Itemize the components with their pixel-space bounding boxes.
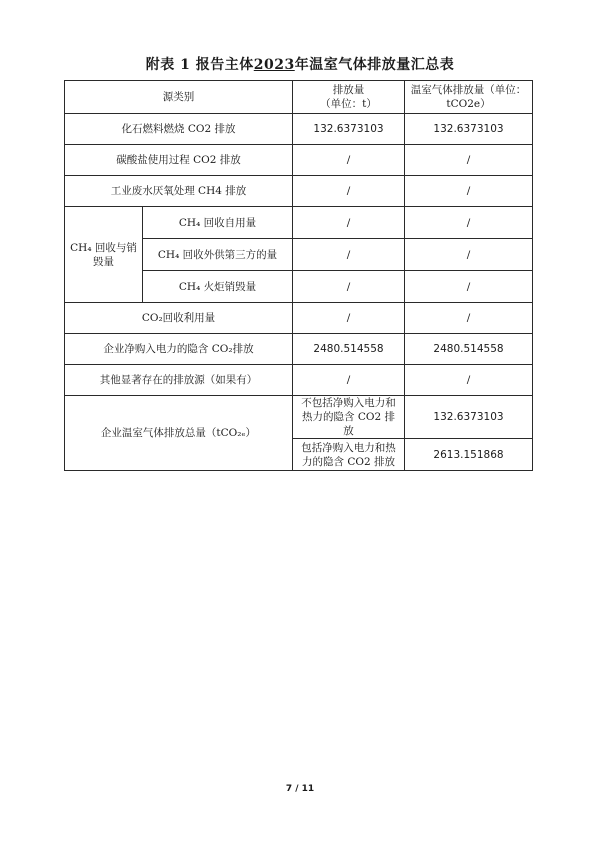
row-value-tco2e: / <box>405 365 533 396</box>
table-row <box>65 303 533 334</box>
row-value-tco2e: / <box>405 176 533 207</box>
header-source: 源类别 <box>65 81 293 114</box>
header-emission-tco2e: 温室气体排放量（单位：tCO2e） <box>405 81 533 114</box>
row-label: 工业废水厌氧处理 CH4 排放 <box>65 176 293 207</box>
total-including-label: 包括净购入电力和热力的隐含 CO2 排放 <box>293 439 405 471</box>
row-value-tco2e: / <box>405 303 533 334</box>
table-row <box>65 396 533 439</box>
table-row <box>65 207 533 239</box>
row-value-tco2e: 132.6373103 <box>405 114 533 145</box>
row-value-tco2e: / <box>405 145 533 176</box>
row-value-t: / <box>293 145 405 176</box>
table-row <box>65 334 533 365</box>
total-excluding-value: 132.6373103 <box>405 396 533 439</box>
title-year: 2023 <box>253 57 295 73</box>
row-value-t: / <box>293 303 405 334</box>
row-value-t: / <box>293 239 405 271</box>
row-label: 其他显著存在的排放源（如果有） <box>65 365 293 396</box>
row-label: CO₂回收利用量 <box>65 303 293 334</box>
total-label: 企业温室气体排放总量（tCO₂ₑ） <box>65 396 293 471</box>
row-value-t: 132.6373103 <box>293 114 405 145</box>
total-including-value: 2613.151868 <box>405 439 533 471</box>
row-value-tco2e: / <box>405 271 533 303</box>
row-value-tco2e: / <box>405 239 533 271</box>
row-label: CH₄ 火炬销毁量 <box>143 271 293 303</box>
row-label: 碳酸盐使用过程 CO2 排放 <box>65 145 293 176</box>
row-value-t: / <box>293 176 405 207</box>
ghg-summary-table <box>64 80 533 471</box>
row-value-t: / <box>293 207 405 239</box>
table-header-row <box>65 81 533 114</box>
total-excluding-label: 不包括净购入电力和热力的隐含 CO2 排放 <box>293 396 405 439</box>
title-prefix: 附表 1 报告主体 <box>145 57 254 73</box>
table-row <box>65 176 533 207</box>
page-number: 7 / 11 <box>285 784 315 794</box>
row-label: 企业净购入电力的隐含 CO₂排放 <box>65 334 293 365</box>
row-value-tco2e: 2480.514558 <box>405 334 533 365</box>
ch4-group-label: CH₄ 回收与销毁量 <box>65 207 143 303</box>
table-row <box>65 145 533 176</box>
row-label: CH₄ 回收自用量 <box>143 207 293 239</box>
row-value-tco2e: / <box>405 207 533 239</box>
table-row <box>65 365 533 396</box>
row-label: 化石燃料燃烧 CO2 排放 <box>65 114 293 145</box>
page-title <box>0 54 600 74</box>
table-row <box>65 114 533 145</box>
row-value-t: / <box>293 365 405 396</box>
row-value-t: 2480.514558 <box>293 334 405 365</box>
row-label: CH₄ 回收外供第三方的量 <box>143 239 293 271</box>
title-suffix: 年温室气体排放量汇总表 <box>294 57 455 73</box>
row-value-t: / <box>293 271 405 303</box>
header-emission-t: 排放量 （单位：t） <box>293 81 405 114</box>
